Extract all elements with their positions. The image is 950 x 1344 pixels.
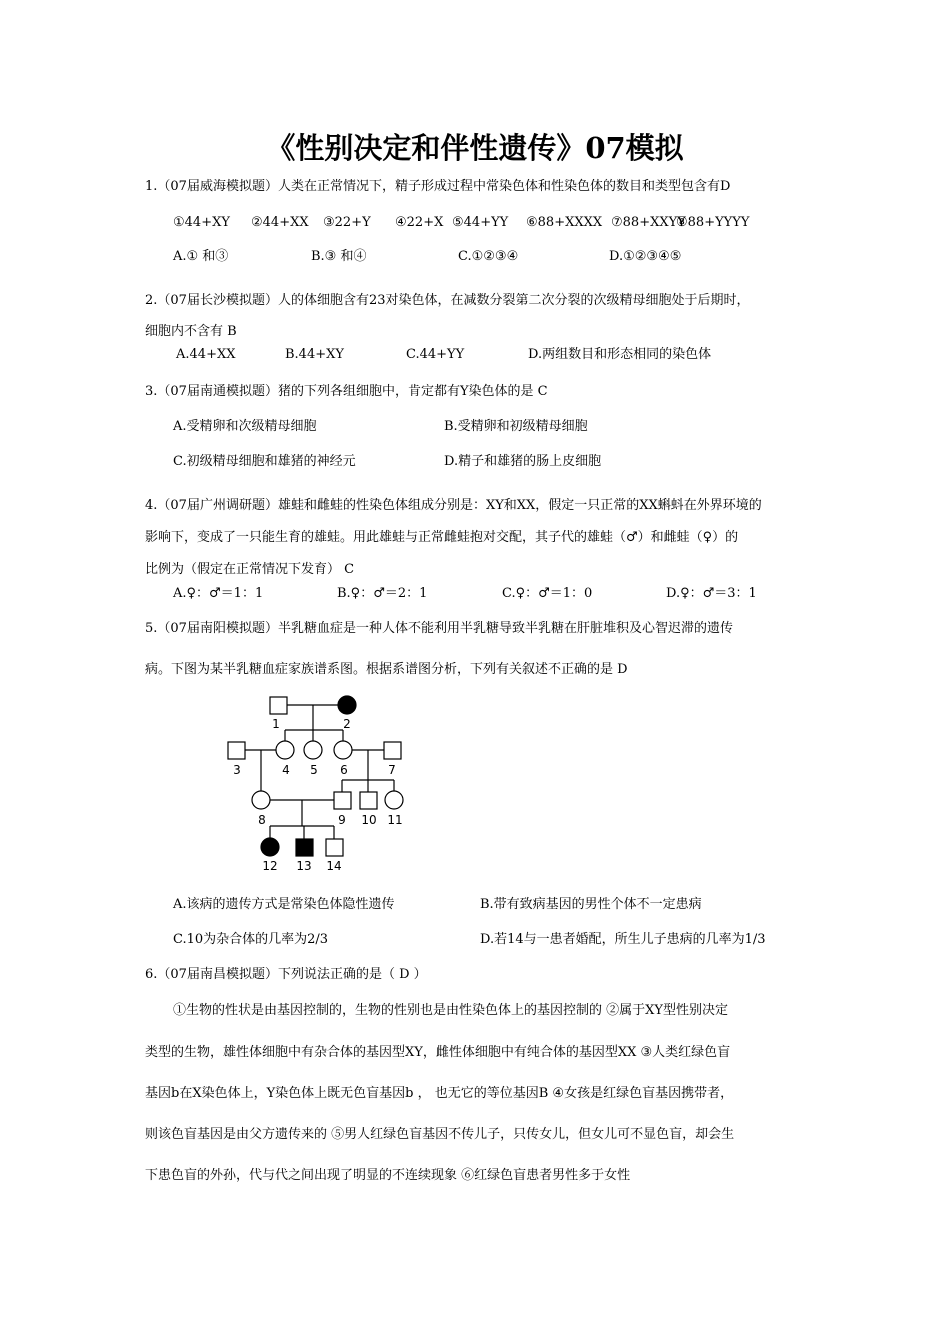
q2-option-b: B.44+XY <box>285 347 344 362</box>
q3-option-a: A.受精卵和次级精母细胞 <box>173 419 317 434</box>
pedigree-label: 8 <box>258 813 266 827</box>
pedigree-label: 4 <box>282 763 290 777</box>
pedigree-label: 6 <box>340 763 348 777</box>
q1-item: ④22+X <box>395 215 444 230</box>
pedigree-label: 11 <box>387 813 403 827</box>
q5-option-d: D.若14与一患者婚配，所生儿子患病的几率为1/3 <box>480 932 766 947</box>
q3-stem: 3.（07届南通模拟题）猪的下列各组细胞中，肯定都有Y染色体的是 C <box>145 384 548 399</box>
q5-stem-cont: 病。下图为某半乳糖血症家族谱系图。根据系谱图分析，下列有关叙述不正确的是 D <box>145 662 628 677</box>
pedigree-label: 1 <box>272 717 280 731</box>
q1-option-a: A.① 和③ <box>173 249 229 264</box>
individual-4-female <box>276 741 294 759</box>
q3-option-d: D.精子和雄猪的肠上皮细胞 <box>444 454 602 469</box>
pedigree-label: 7 <box>388 763 396 777</box>
q1-item: ③22+Y <box>323 215 371 230</box>
pedigree-label: 10 <box>361 813 377 827</box>
q6-line: 则该色盲基因是由父方遗传来的 ⑤男人红绿色盲基因不传儿子，只传女儿，但女儿可不显色盲，却会生 <box>145 1127 735 1142</box>
individual-14-male <box>326 839 343 856</box>
q1-item: ⑧88+YYYY <box>676 215 750 230</box>
q6-line: 基因b在X染色体上，Y染色体上既无色盲基因b ， 也无它的等位基因B ④女孩是红绿色盲基因携带者， <box>145 1086 734 1101</box>
q3-option-c: C.初级精母细胞和雄猪的神经元 <box>173 454 356 469</box>
q4-option-d: D.♀：♂＝3：1 <box>666 586 757 601</box>
q5-option-a: A.该病的遗传方式是常染色体隐性遗传 <box>173 897 395 912</box>
q1-option-d: D.①②③④⑤ <box>609 249 682 264</box>
individual-10-male <box>360 792 377 809</box>
individual-5-female <box>304 741 322 759</box>
q1-option-b: B.③ 和④ <box>311 249 367 264</box>
pedigree-label: 12 <box>262 859 278 873</box>
q5-option-b: B.带有致病基因的男性个体不一定患病 <box>480 897 702 912</box>
q5-stem: 5.（07届南阳模拟题）半乳糖血症是一种人体不能利用半乳糖导致半乳糖在肝脏堆积及心智迟滞的遗传 <box>145 621 733 636</box>
q2-stem: 2.（07届长沙模拟题）人的体细胞含有23对染色体，在减数分裂第二次分裂的次级精母细胞处于后期时， <box>145 293 750 308</box>
q4-option-a: A.♀：♂＝1：1 <box>173 586 264 601</box>
individual-3-male <box>228 742 245 759</box>
q1-option-c: C.①②③④ <box>458 249 519 264</box>
q6-line: 下患色盲的外孙，代与代之间出现了明显的不连续现象 ⑥红绿色盲患者男性多于女性 <box>145 1168 631 1183</box>
individual-13-male-affected <box>296 839 313 856</box>
individual-6-female <box>334 741 352 759</box>
pedigree-label: 5 <box>310 763 318 777</box>
q3-option-b: B.受精卵和初级精母细胞 <box>444 419 588 434</box>
individual-12-female-affected <box>261 838 279 856</box>
q4-stem-cont: 比例为（假定在正常情况下发育） C <box>145 562 355 577</box>
page-title: 《性别决定和伴性遗传》07模拟 <box>266 131 684 165</box>
q1-item: ②44+XX <box>251 215 309 230</box>
q2-option-c: C.44+YY <box>406 347 465 362</box>
q1-item: ⑥88+XXXX <box>526 215 603 230</box>
pedigree-label: 9 <box>338 813 346 827</box>
q1-item: ⑤44+YY <box>452 215 509 230</box>
q4-option-b: B.♀：♂＝2：1 <box>337 586 428 601</box>
individual-8-female <box>252 791 270 809</box>
individual-7-male <box>384 742 401 759</box>
q4-stem: 4.（07届广州调研题）雄蛙和雌蛙的性染色体组成分别是：XY和XX，假定一只正常的XX蝌蚪在外界环境的 <box>145 498 762 513</box>
pedigree-label: 3 <box>233 763 241 777</box>
individual-11-female <box>385 791 403 809</box>
q5-option-c: C.10为杂合体的几率为2/3 <box>173 932 329 947</box>
q6-stem: 6.（07届南昌模拟题）下列说法正确的是（ D ） <box>145 967 427 982</box>
q1-stem: 1.（07届威海模拟题）人类在正常情况下，精子形成过程中常染色体和性染色体的数目和类型包含有D <box>145 179 731 194</box>
individual-1-male <box>270 697 287 714</box>
q4-stem-cont: 影响下，变成了一只能生育的雄蛙。用此雄蛙与正常雌蛙抱对交配，其子代的雄蛙（♂）和雌蛙（♀）的 <box>145 530 739 545</box>
q6-line: ①生物的性状是由基因控制的，生物的性别也是由性染色体上的基因控制的 ②属于XY型性别决定 <box>173 1003 728 1018</box>
q1-item: ①44+XY <box>173 215 230 230</box>
q2-stem-cont: 细胞内不含有 B <box>145 324 237 339</box>
q1-item: ⑦88+XXYY <box>611 215 686 230</box>
q6-line: 类型的生物，雄性体细胞中有杂合体的基因型XY，雌性体细胞中有纯合体的基因型XX ③人类红绿色盲 <box>145 1045 731 1060</box>
pedigree-diagram <box>218 688 418 878</box>
pedigree-label: 14 <box>326 859 342 873</box>
q2-option-a: A.44+XX <box>176 347 236 362</box>
individual-2-female-affected <box>338 696 356 714</box>
pedigree-label: 2 <box>343 717 351 731</box>
q2-option-d: D.两组数目和形态相同的染色体 <box>528 347 712 362</box>
q4-option-c: C.♀：♂＝1：0 <box>502 586 593 601</box>
pedigree-label: 13 <box>296 859 312 873</box>
individual-9-male <box>334 792 351 809</box>
